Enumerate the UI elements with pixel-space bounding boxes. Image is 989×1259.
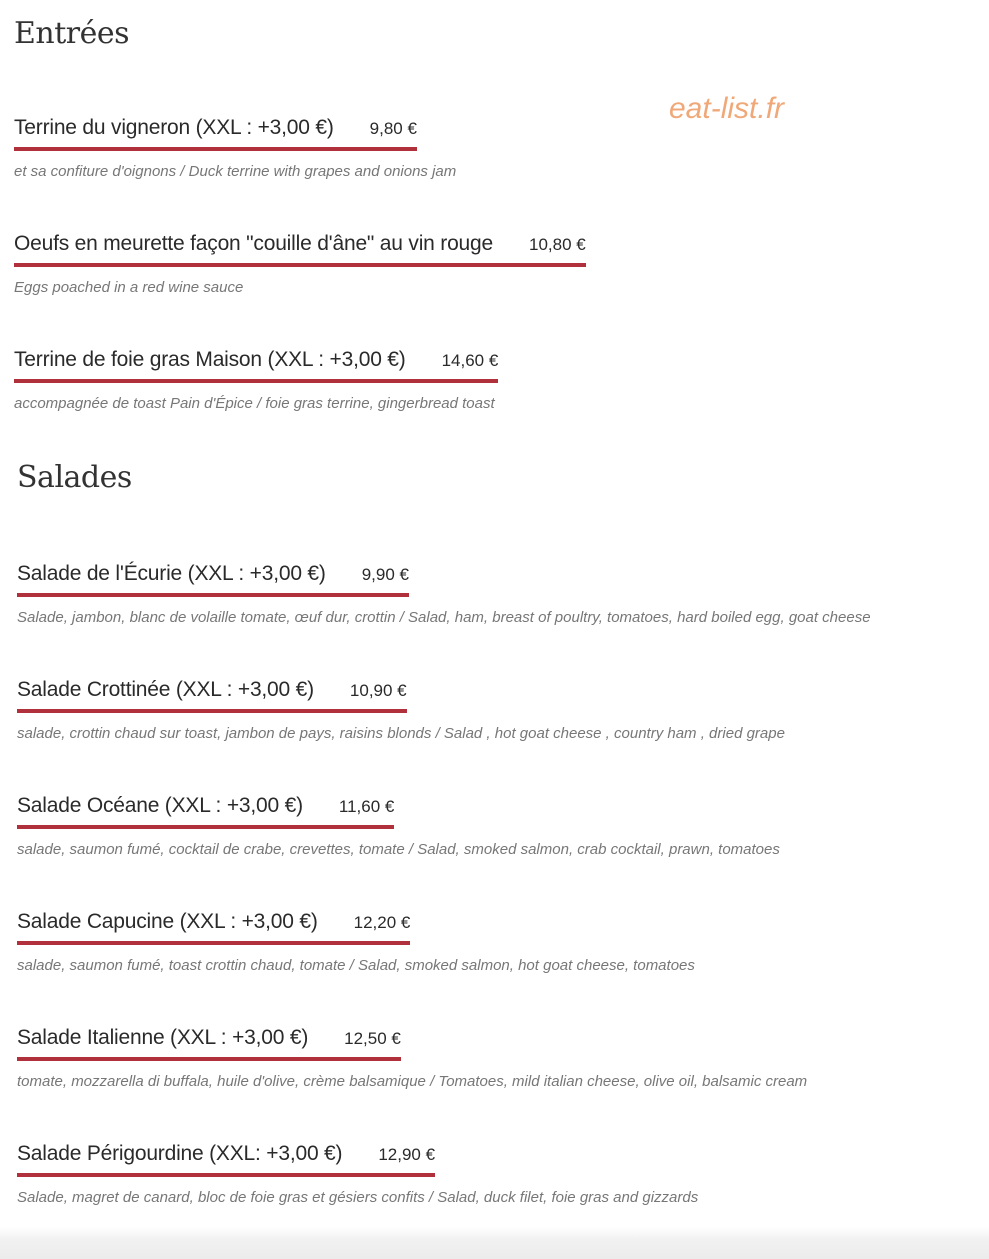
menu-item-salade-crottinee [17, 678, 785, 742]
menu-item-header [14, 232, 586, 267]
menu-item-price: 9,90 € [361, 565, 409, 584]
menu-item-description: salade, saumon fumé, toast crottin chaud, tomate / Salad, smoked salmon, hot goat cheese, tomatoes [17, 957, 695, 974]
menu-item-price: 12,50 € [344, 1029, 401, 1048]
menu-item-header [17, 1142, 435, 1177]
menu-item-salade-capucine [17, 910, 695, 974]
menu-item-header [17, 794, 394, 829]
footer-band [0, 1227, 989, 1259]
menu-item-description: tomate, mozzarella di buffala, huile d'olive, crème balsamique / Tomatoes, mild italian cheese, olive oil, balsamic cream [17, 1073, 808, 1090]
menu-item-name: Salade Italienne (XXL : +3,00 €) [17, 1026, 309, 1049]
section-title-entrees: Entrées [14, 16, 130, 51]
menu-item-description: accompagnée de toast Pain d'Épice / foie gras terrine, gingerbread toast [14, 395, 495, 412]
menu-item-salade-ecurie [17, 562, 871, 626]
menu-item-description: salade, crottin chaud sur toast, jambon de pays, raisins blonds / Salad , hot goat cheese , country ham , dried grape [17, 725, 785, 742]
menu-item-description: Salade, jambon, blanc de volaille tomate, œuf dur, crottin / Salad, ham, breast of poultry, tomatoes, hard boiled egg, goat cheese [17, 609, 871, 626]
menu-item-header [14, 116, 417, 151]
menu-item-name: Salade Capucine (XXL : +3,00 €) [17, 910, 318, 933]
menu-item-header [14, 348, 498, 383]
menu-item-header [17, 1026, 401, 1061]
watermark: eat-list.fr [669, 92, 785, 125]
menu-item-name: Salade Périgourdine (XXL: +3,00 €) [17, 1142, 343, 1165]
menu-item-name: Salade de l'Écurie (XXL : +3,00 €) [17, 562, 326, 585]
menu-item-name: Salade Crottinée (XXL : +3,00 €) [17, 678, 314, 701]
menu-item-price: 10,80 € [529, 235, 586, 254]
menu-item-salade-oceane [17, 794, 780, 858]
menu-item-name: Salade Océane (XXL : +3,00 €) [17, 794, 303, 817]
menu-item-terrine-foie-gras [14, 348, 498, 412]
menu-item-header [17, 562, 409, 597]
menu-item-oeufs-meurette [14, 232, 586, 296]
menu-item-name: Terrine de foie gras Maison (XXL : +3,00 €) [14, 348, 406, 371]
menu-item-header [17, 678, 407, 713]
menu-item-price: 9,80 € [369, 119, 417, 138]
section-title-salades: Salades [17, 460, 132, 495]
menu-item-description: et sa confiture d'oignons / Duck terrine with grapes and onions jam [14, 163, 457, 180]
menu-item-salade-perigourdine [17, 1142, 698, 1206]
menu-item-price: 10,90 € [349, 681, 407, 700]
menu-item-terrine-vigneron [14, 116, 456, 180]
menu-item-name: Oeufs en meurette façon "couille d'âne" au vin rouge [14, 232, 493, 255]
menu-item-name: Terrine du vigneron (XXL : +3,00 €) [14, 116, 334, 139]
menu-item-header [17, 910, 410, 945]
menu-item-description: Eggs poached in a red wine sauce [14, 279, 244, 296]
menu-item-price: 12,90 € [378, 1145, 436, 1164]
menu-item-price: 14,60 € [441, 351, 499, 370]
menu-item-price: 11,60 € [338, 797, 395, 816]
menu-item-description: Salade, magret de canard, bloc de foie gras et gésiers confits / Salad, duck filet, foie gras and gizzards [17, 1189, 699, 1206]
menu-item-price: 12,20 € [353, 913, 411, 932]
menu-item-description: salade, saumon fumé, cocktail de crabe, crevettes, tomate / Salad, smoked salmon, crab cocktail, prawn, tomatoes [17, 841, 780, 858]
menu-item-salade-italienne [17, 1026, 807, 1090]
